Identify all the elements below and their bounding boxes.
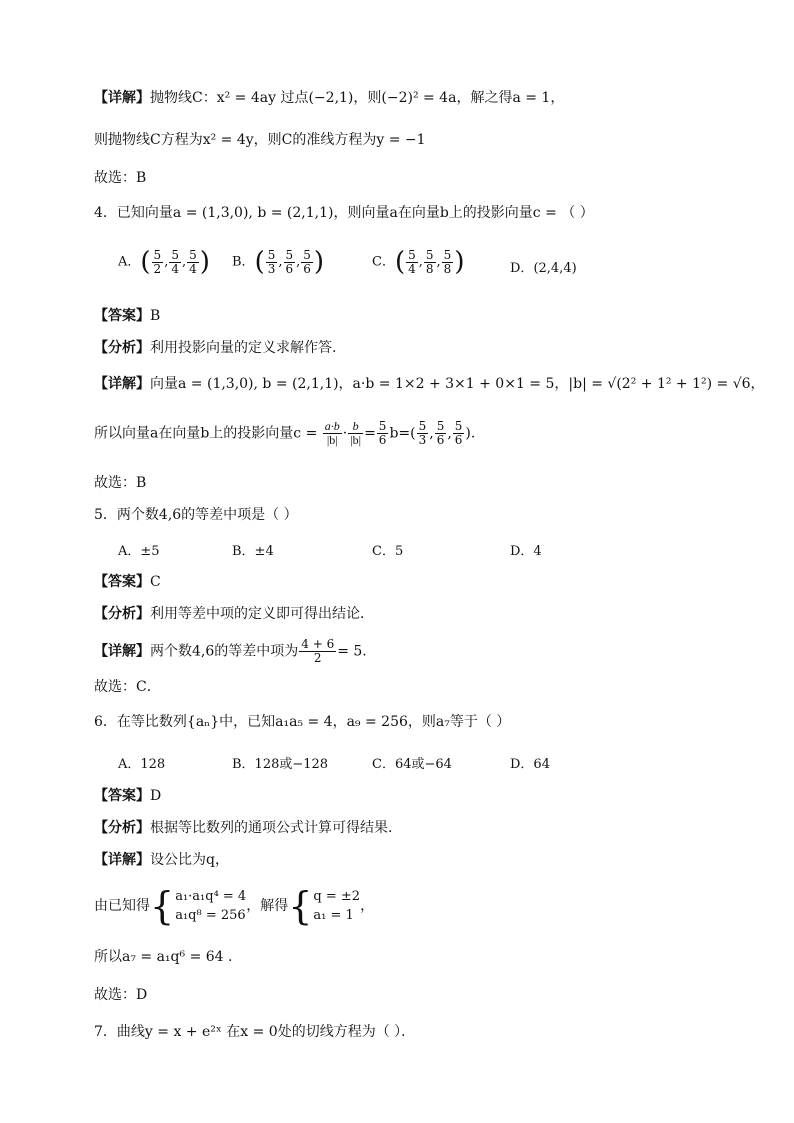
detail-result: = 5. bbox=[337, 643, 367, 660]
q5-option-a: A．±5 bbox=[118, 544, 160, 559]
frac-den: 3 bbox=[267, 261, 276, 276]
frac-num: 5 bbox=[189, 247, 197, 262]
frac-den: 6 bbox=[285, 261, 294, 276]
detail-text: 设公比为q， bbox=[150, 852, 229, 868]
frac-den: 8 bbox=[425, 261, 434, 276]
frac-den: 2 bbox=[153, 261, 162, 276]
q4-stem: 4．已知向量a = (1,3,0), b = (2,1,1)，则向量a在向量b上的投影向量c = （ ） bbox=[94, 205, 594, 221]
frac-num: 5 bbox=[267, 247, 276, 262]
analysis-text: 利用等差中项的定义即可得出结论． bbox=[150, 606, 374, 622]
system-eq: a₁q⁸ = 256 bbox=[175, 908, 246, 923]
answer-tag: 【答案】 bbox=[94, 788, 150, 804]
analysis-tag: 【分析】 bbox=[94, 340, 150, 356]
q4-option-a-letter: A． bbox=[118, 254, 141, 270]
q5-analysis bbox=[94, 604, 374, 624]
answer-tag: 【答案】 bbox=[94, 308, 150, 324]
frac-num: 5 bbox=[408, 247, 416, 262]
q6-answer bbox=[94, 786, 161, 806]
detail-text: 两个数4,6的等差中项为 bbox=[150, 643, 299, 660]
system-pre: 由已知得 bbox=[94, 898, 150, 914]
q4-answer bbox=[94, 306, 160, 326]
system-mid: ，解得 bbox=[246, 898, 289, 914]
q6-choose: 故选：D bbox=[94, 987, 148, 1003]
q5-detail bbox=[94, 638, 367, 665]
frac-num: 5 bbox=[418, 419, 427, 433]
frac-den: 6 bbox=[436, 433, 445, 447]
q5-option-c: C．5 bbox=[372, 544, 404, 559]
q5-option-d: D．4 bbox=[510, 544, 542, 559]
frac-den: 4 bbox=[189, 261, 197, 276]
frac-den: 4 bbox=[171, 261, 179, 276]
detail-tag: 【详解】 bbox=[94, 376, 150, 392]
directrix-line: 则抛物线C方程为x² = 4y，则C的准线方程为y = −1 bbox=[94, 132, 426, 148]
frac-num: 5 bbox=[436, 419, 445, 433]
q4-analysis bbox=[94, 338, 336, 358]
q6-detail-1 bbox=[94, 850, 229, 870]
q5-option-b: B．±4 bbox=[232, 544, 274, 559]
q4-option-d-letter: D． bbox=[510, 261, 534, 276]
q4-option-b-letter: B． bbox=[232, 254, 255, 270]
choose-line-q3: 故选：B bbox=[94, 170, 147, 186]
q6-option-b: B．128或−128 bbox=[232, 757, 329, 772]
projection-text: 所以向量a在向量b上的投影向量c = bbox=[94, 425, 318, 442]
answer-tag: 【答案】 bbox=[94, 574, 150, 590]
frac-den: 6 bbox=[303, 261, 311, 276]
q4-choose: 故选：B bbox=[94, 475, 147, 491]
analysis-text: 根据等比数列的通项公式计算可得结果. bbox=[150, 820, 393, 836]
q5-answer bbox=[94, 572, 161, 592]
q6-option-a: A．128 bbox=[118, 757, 166, 772]
q5-choose: 故选：C． bbox=[94, 679, 161, 695]
answer-value: B bbox=[150, 308, 161, 324]
frac-den: 8 bbox=[443, 261, 452, 276]
frac-num: 5 bbox=[153, 247, 162, 262]
q4-option-d bbox=[510, 257, 577, 276]
system-post: ， bbox=[360, 898, 375, 914]
answer-value: D bbox=[150, 788, 162, 804]
q6-stem: 6．在等比数列{aₙ}中，已知a₁a₅ = 4，a₉ = 256，则a₇等于（ ） bbox=[94, 714, 511, 730]
detail-tag: 【详解】 bbox=[94, 643, 150, 660]
q6-option-c: C．64或−64 bbox=[372, 757, 452, 772]
q6-detail-3: 所以a₇ = a₁q⁶ = 64 . bbox=[94, 949, 233, 965]
detail-tag: 【详解】 bbox=[94, 90, 150, 106]
frac-num: 5 bbox=[171, 247, 179, 262]
frac-num: 5 bbox=[443, 247, 452, 262]
analysis-tag: 【分析】 bbox=[94, 606, 150, 622]
q4-option-b: B．( $\frac{5}{3}$ , $\frac{5}{6}$ , $\frac{5}{6}$ ) bbox=[232, 247, 325, 277]
q7-stem: 7．曲线y = x + e²ˣ 在x = 0处的切线方程为（ ）． bbox=[94, 1024, 416, 1040]
q4-option-c: C．( $\frac{5}{4}$ , $\frac{5}{8}$ , $\frac{5}{8}$ ) bbox=[372, 247, 465, 277]
frac-num: 5 bbox=[285, 247, 294, 262]
frac-den: 6 bbox=[454, 433, 463, 447]
answer-value: C bbox=[150, 574, 161, 590]
detail-text: 抛物线C：x² = 4ay 过点(−2,1)，则(−2)² = 4a，解之得a = 1， bbox=[150, 90, 565, 106]
frac-den: 3 bbox=[418, 433, 427, 447]
frac-num: 5 bbox=[303, 247, 311, 262]
frac-den: 4 bbox=[408, 261, 416, 276]
q4-detail-1 bbox=[94, 374, 765, 394]
projection-eq: b=( bbox=[389, 425, 416, 442]
q4-detail-2: 所以向量a在向量b上的投影向量c = $\frac{a\cdot b}{|b|}$ · $\frac{b}{|b|}$ = $\frac{5}{6}$ b=( $\frac{5}{3}$ , $\frac{5}{6}$ , $\frac{5}{6}$ ). bbox=[94, 419, 476, 447]
q6-analysis bbox=[94, 818, 392, 838]
detail-text: 向量a = (1,3,0), b = (2,1,1)，a·b = 1×2 + 3×1 + 0×1 = 5，|b| = √(2² + 1² + 1²) = √6， bbox=[150, 376, 765, 392]
q4-option-d-text: (2,4,4) bbox=[533, 261, 577, 276]
q4-option-a: A．( $\frac{5}{2}$ , $\frac{5}{4}$ , $\frac{5}{4}$ ) bbox=[118, 247, 210, 277]
system-eq: a₁·a₁q⁴ = 4 bbox=[175, 889, 247, 904]
q6-option-d: D．64 bbox=[510, 757, 550, 772]
detail-tag: 【详解】 bbox=[94, 852, 150, 868]
q6-system: 由已知得{ a₁·a₁q⁴ = 4 a₁q⁸ = 256 ，解得{ q = ±2 a₁ = 1 ， bbox=[94, 884, 375, 928]
frac-den: 2 bbox=[313, 651, 322, 665]
system-eq: q = ±2 bbox=[313, 889, 361, 904]
detail-line-parabola bbox=[94, 88, 564, 108]
frac-num: 5 bbox=[425, 247, 434, 262]
q5-stem: 5．两个数4,6的等差中项是（ ） bbox=[94, 507, 298, 523]
frac-num: 5 bbox=[454, 419, 463, 433]
analysis-tag: 【分析】 bbox=[94, 820, 150, 836]
frac-num: 4 + 6 bbox=[301, 637, 335, 651]
system-eq: a₁ = 1 bbox=[313, 908, 354, 923]
analysis-text: 利用投影向量的定义求解作答. bbox=[150, 340, 337, 356]
q4-option-c-letter: C． bbox=[372, 254, 395, 270]
